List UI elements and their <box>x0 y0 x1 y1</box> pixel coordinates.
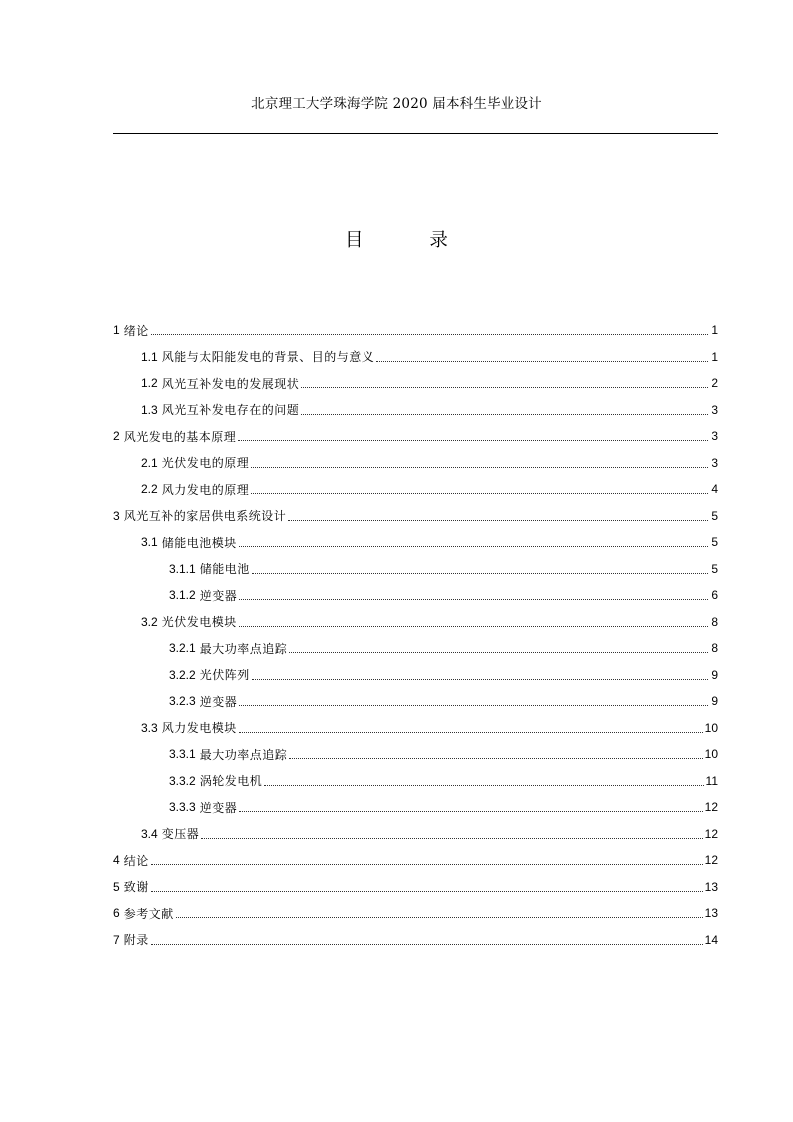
toc-entry[interactable] <box>113 794 718 821</box>
page-header: 北京理工大学珠海学院 2020 届本科生毕业设计 <box>251 96 542 112</box>
toc-entry[interactable] <box>113 450 718 477</box>
toc-entry-page-number: 1 <box>711 323 718 338</box>
toc-entry[interactable] <box>113 662 718 689</box>
toc-entry-title: 涡轮发电机 <box>199 774 263 789</box>
toc-dot-leader <box>251 492 708 494</box>
toc-entry-number: 3.3.2 <box>169 773 196 788</box>
toc-entry[interactable] <box>113 768 718 795</box>
toc-entry-page-number: 8 <box>711 614 718 629</box>
toc-dot-leader <box>376 360 708 362</box>
toc-entry-number: 4 <box>113 853 120 868</box>
toc-entry-number: 2.1 <box>141 455 158 470</box>
toc-entry-number: 7 <box>113 932 120 947</box>
toc-dot-leader <box>301 413 708 415</box>
toc-entry[interactable] <box>113 529 718 556</box>
toc-entry-number: 5 <box>113 879 120 894</box>
toc-entry-page-number: 13 <box>704 906 718 921</box>
toc-entry-number: 1 <box>113 323 120 338</box>
header-divider <box>113 133 718 134</box>
toc-entry-page-number: 5 <box>711 535 718 550</box>
toc-entry-title: 逆变器 <box>199 694 238 709</box>
toc-dot-leader <box>239 625 708 627</box>
toc-entry[interactable] <box>113 503 718 530</box>
toc-entry-page-number: 1 <box>711 349 718 364</box>
toc-entry-title: 风光互补发电的发展现状 <box>161 376 300 391</box>
toc-entry-title: 风光互补发电存在的问题 <box>161 403 300 418</box>
toc-entry-page-number: 13 <box>704 879 718 894</box>
toc-dot-leader <box>264 784 703 786</box>
toc-entry-number: 6 <box>113 906 120 921</box>
toc-entry-page-number: 9 <box>711 694 718 709</box>
toc-entry-page-number: 14 <box>704 932 718 947</box>
toc-entry-number: 3.1.1 <box>169 561 196 576</box>
toc-dot-leader <box>239 810 702 812</box>
toc-entry-title: 风能与太阳能发电的背景、目的与意义 <box>161 350 375 365</box>
toc-entry[interactable] <box>113 423 718 450</box>
toc-dot-leader <box>151 943 703 945</box>
toc-entry-title: 风力发电模块 <box>161 721 237 736</box>
toc-entry[interactable] <box>113 715 718 742</box>
toc-entry-number: 3 <box>113 508 120 523</box>
toc-entry-page-number: 12 <box>704 826 718 841</box>
toc-dot-leader <box>252 678 708 680</box>
toc-entry-number: 3.3.3 <box>169 800 196 815</box>
toc-entry-title: 变压器 <box>161 827 200 842</box>
toc-entry[interactable] <box>113 476 718 503</box>
toc-entry-page-number: 3 <box>711 429 718 444</box>
toc-entry[interactable] <box>113 821 718 848</box>
toc-entry-number: 3.2.3 <box>169 694 196 709</box>
toc-entry-page-number: 5 <box>711 508 718 523</box>
toc-dot-leader <box>151 333 708 335</box>
toc-entry[interactable] <box>113 556 718 583</box>
toc-entry[interactable] <box>113 370 718 397</box>
toc-entry-title: 逆变器 <box>199 588 238 603</box>
toc-dot-leader <box>251 466 708 468</box>
toc-entry-title: 风力发电的原理 <box>161 482 250 497</box>
toc-entry-title: 风光互补的家居供电系统设计 <box>123 509 287 524</box>
toc-entry[interactable] <box>113 900 718 927</box>
toc-entry-title: 参考文献 <box>123 906 174 921</box>
toc-entry-number: 3.2.2 <box>169 667 196 682</box>
toc-entry[interactable] <box>113 847 718 874</box>
toc-entry[interactable] <box>113 927 718 954</box>
toc-entry-number: 3.1 <box>141 535 158 550</box>
toc-entry[interactable] <box>113 609 718 636</box>
toc-dot-leader <box>201 837 702 839</box>
toc-dot-leader <box>151 863 703 865</box>
toc-entry-page-number: 12 <box>704 853 718 868</box>
toc-entry-page-number: 10 <box>704 720 718 735</box>
toc-entry-title: 致谢 <box>123 880 149 895</box>
toc-entry-number: 2 <box>113 429 120 444</box>
toc-entry-page-number: 8 <box>711 641 718 656</box>
toc-dot-leader <box>252 572 708 574</box>
toc-entry-number: 3.3 <box>141 720 158 735</box>
toc-entry-title: 结论 <box>123 853 149 868</box>
toc-entry-number: 2.2 <box>141 482 158 497</box>
toc-entry[interactable] <box>113 688 718 715</box>
toc-entry-title: 储能电池模块 <box>161 535 237 550</box>
toc-dot-leader <box>238 439 708 441</box>
toc-entry-page-number: 2 <box>711 376 718 391</box>
toc-entry-page-number: 4 <box>711 482 718 497</box>
toc-entry-title: 光伏阵列 <box>199 668 250 683</box>
toc-entry[interactable] <box>113 397 718 424</box>
toc-entry-title: 光伏发电模块 <box>161 615 237 630</box>
toc-entry-number: 3.3.1 <box>169 747 196 762</box>
toc-entry-number: 3.1.2 <box>169 588 196 603</box>
toc-entry-title: 最大功率点追踪 <box>199 747 288 762</box>
toc-entry[interactable] <box>113 344 718 371</box>
toc-entry-number: 3.4 <box>141 826 158 841</box>
toc-dot-leader <box>301 386 708 388</box>
toc-title: 目 录 <box>345 230 478 251</box>
toc-entry-page-number: 6 <box>711 588 718 603</box>
toc-dot-leader <box>176 916 703 918</box>
toc-entry-page-number: 12 <box>704 800 718 815</box>
toc-entry-number: 3.2.1 <box>169 641 196 656</box>
toc-entry-page-number: 11 <box>705 773 718 788</box>
toc-dot-leader <box>239 545 708 547</box>
toc-entry[interactable] <box>113 582 718 609</box>
toc-entry-number: 3.2 <box>141 614 158 629</box>
toc-dot-leader <box>288 519 708 521</box>
toc-entry-title: 最大功率点追踪 <box>199 641 288 656</box>
toc-entry-title: 附录 <box>123 933 149 948</box>
toc-dot-leader <box>151 890 703 892</box>
toc-entry-page-number: 10 <box>704 747 718 762</box>
toc-dot-leader <box>239 704 708 706</box>
toc-entry-title: 储能电池 <box>199 562 250 577</box>
toc-entry-page-number: 9 <box>711 667 718 682</box>
toc-entry-title: 绪论 <box>123 323 149 338</box>
toc-entry[interactable] <box>113 741 718 768</box>
toc-entry-title: 逆变器 <box>199 800 238 815</box>
table-of-contents <box>113 317 718 953</box>
toc-entry-page-number: 3 <box>711 455 718 470</box>
toc-dot-leader <box>239 598 708 600</box>
toc-entry-number: 1.1 <box>141 349 158 364</box>
toc-entry-title: 光伏发电的原理 <box>161 456 250 471</box>
toc-entry-title: 风光发电的基本原理 <box>123 429 237 444</box>
toc-entry[interactable] <box>113 635 718 662</box>
toc-entry-page-number: 5 <box>711 561 718 576</box>
toc-entry[interactable] <box>113 874 718 901</box>
toc-dot-leader <box>239 731 703 733</box>
toc-dot-leader <box>289 651 708 653</box>
toc-entry-number: 1.3 <box>141 402 158 417</box>
toc-entry[interactable] <box>113 317 718 344</box>
toc-entry-number: 1.2 <box>141 376 158 391</box>
toc-dot-leader <box>289 757 702 759</box>
toc-entry-page-number: 3 <box>711 402 718 417</box>
